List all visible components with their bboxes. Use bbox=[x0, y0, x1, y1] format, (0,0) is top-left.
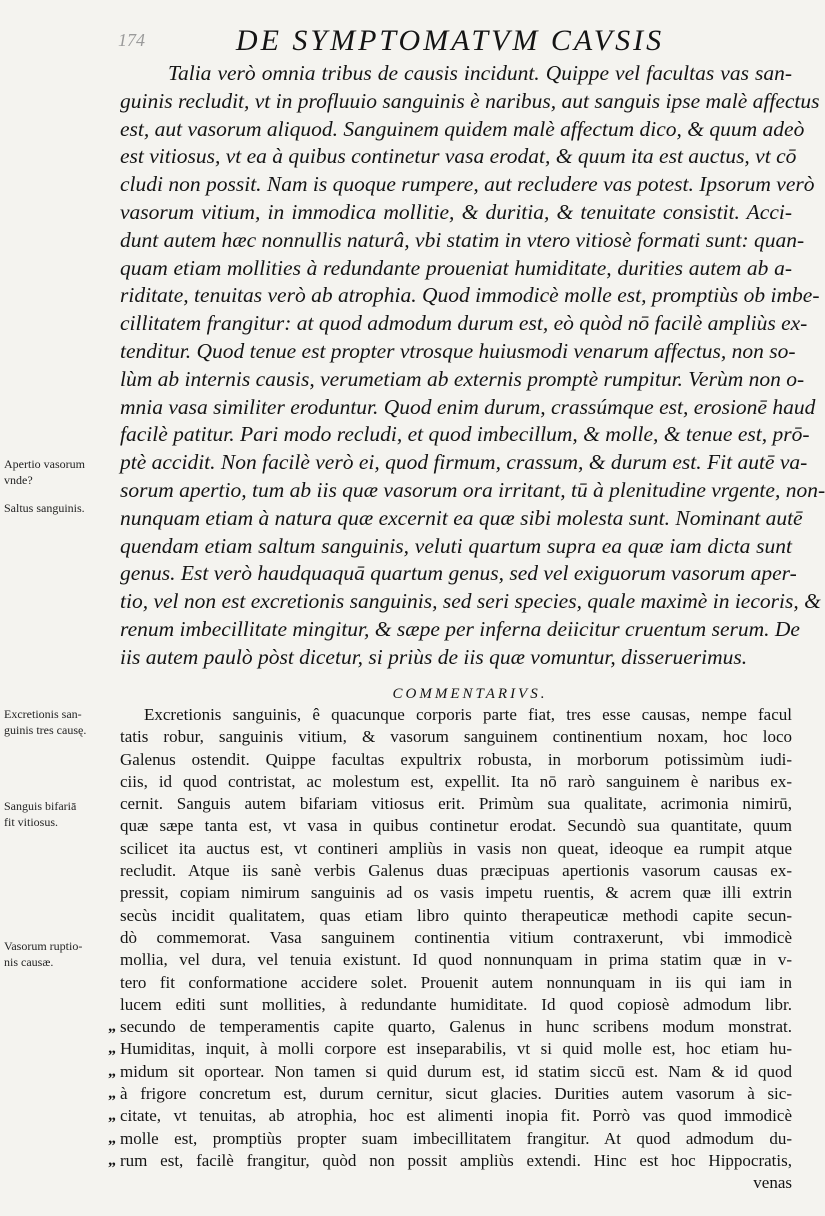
commentary-line-text: tero fit conformatione accidere solet. Prouenit autem nonnunquam in iis qui iam in bbox=[120, 972, 792, 992]
margin-note-line: Apertio vasorum bbox=[4, 457, 85, 471]
main-text-line: mnia vasa similiter eroduntur. Quod enim durum, crassúmque est, erosionē haud bbox=[120, 394, 816, 419]
margin-note-line: Saltus sanguinis. bbox=[4, 501, 85, 515]
margin-note-line: nis causæ. bbox=[4, 955, 54, 969]
commentary-heading: COMMENTARIVS. bbox=[392, 686, 548, 702]
margin-note-line: Vasorum ruptio- bbox=[4, 939, 83, 953]
commentary-line-text: citate, vt tenuitas, ab atrophia, hoc est alimenti inopia fit. Porrò vas quod immodicè bbox=[120, 1106, 792, 1126]
commentary-line-text: cernit. Sanguis autem bifariam vitiosus erit. Primùm sua qualitate, acrimonia nimirū, bbox=[120, 794, 792, 814]
commentary-line bbox=[120, 994, 792, 1016]
main-text-line: tio, vel non est excretionis sanguinis, sed seri species, quale maximè in iecoris, & bbox=[120, 589, 821, 614]
main-text-line: cillitatem frangitur: at quod admodum durum est, eò quòd nō facilè ampliùs ex- bbox=[120, 311, 808, 336]
commentary-line bbox=[108, 1038, 792, 1060]
commentary-line bbox=[108, 1128, 792, 1150]
main-text-line: tenditur. Quod tenue est propter vtrosque huiusmodi venarum affectus, non so- bbox=[120, 338, 796, 363]
main-text-line: iis autem paulò pòst dicetur, si priùs de iis quæ vomuntur, disseruerimus. bbox=[120, 644, 748, 669]
main-text-line: quam etiam mollities à redundante proueniat humiditate, durities autem ab a- bbox=[120, 255, 792, 280]
commentary-line bbox=[120, 771, 792, 793]
commentary-line-text: mollia, vel dura, vel tenuia existunt. Id quod nonnunquam in prima statim quæ in v- bbox=[120, 950, 792, 970]
commentary-line bbox=[120, 1172, 792, 1194]
page-number: 174 bbox=[118, 30, 145, 50]
commentary-line bbox=[108, 1150, 792, 1172]
commentary-line bbox=[120, 704, 792, 726]
commentary-line-text: ciis, id quod contristat, ac molestum est, expellit. Ita nō rarò sanguinem è naribus ex- bbox=[120, 771, 792, 791]
margin-note-line: vnde? bbox=[4, 473, 33, 487]
running-head: DE SYMPTOMATVM CAVSIS bbox=[235, 24, 665, 57]
margin-note-line: fit vitiosus. bbox=[4, 815, 59, 829]
margin-note-line: Excretionis san- bbox=[4, 707, 82, 721]
quotation-mark: „ bbox=[108, 1062, 116, 1080]
commentary-line-text: scilicet ita auctus est, vt contineri ampliùs in vasis non queat, ideoque ea rumpit atque bbox=[120, 838, 792, 858]
margin-note-line: guinis tres causę. bbox=[4, 723, 87, 737]
commentary-line-text: tatis robur, sanguinis vitium, & vasorum sanguinem continentium noxam, hoc loco bbox=[120, 727, 792, 747]
commentary-line-text: venas bbox=[753, 1173, 792, 1193]
main-text-line: sorum apertio, tum ab iis quæ vasorum ora irritant, tū à plenitudine vrgente, non- bbox=[120, 477, 825, 502]
commentary-line bbox=[108, 1016, 792, 1038]
commentary-line bbox=[120, 905, 792, 927]
quotation-mark: „ bbox=[108, 1018, 116, 1036]
commentary-line bbox=[120, 815, 792, 837]
commentary-line bbox=[108, 1061, 792, 1083]
main-text-line: vasorum vitium, in immodica mollitie, & duritia, & tenuitate consistit. Acci- bbox=[120, 199, 792, 224]
main-text-line: renum imbecillitate mingitur, & sæpe per inferna deiicitur cruentum serum. De bbox=[120, 616, 800, 641]
commentary-line-text: Excretionis sanguinis, ê quacunque corporis parte fiat, tres esse causas, nempe facul bbox=[144, 705, 792, 724]
commentary-text-block bbox=[108, 704, 792, 1195]
main-text-line: guinis recludit, vt in profluuio sanguinis è naribus, aut sanguis ipse malè affectus bbox=[120, 88, 820, 113]
commentary-line-text: Galenus ostendit. Quippe facultas expultrix robusta, in morborum potissimùm iudi- bbox=[120, 749, 792, 769]
commentary-line-text: quæ sæpe tanta est, vt vasa in quibus continetur erodat. Secundò sua quantitate, quum bbox=[120, 816, 792, 836]
commentary-line bbox=[120, 882, 792, 904]
main-text-line: facilè patitur. Pari modo recludi, et quod imbecillum, & molle, & tenue est, prō- bbox=[120, 422, 810, 447]
margin-note-excretionis bbox=[4, 706, 122, 738]
main-text-line: Talia verò omnia tribus de causis incidunt. Quippe vel facultas vas san- bbox=[168, 61, 792, 85]
commentary-line-text: recludit. Atque iis sanè verbis Galenus duas præcipuas apertionis vasorum causas ex- bbox=[120, 861, 792, 881]
commentary-line bbox=[108, 1105, 792, 1127]
commentary-line bbox=[120, 927, 792, 949]
margin-note-saltus bbox=[4, 500, 122, 516]
quotation-mark: „ bbox=[108, 1040, 116, 1058]
commentary-line-text: dò commemorat. Vasa sanguinem continentia vitium contraxerunt, vbi immodicè bbox=[120, 927, 792, 947]
main-text-line: dunt autem hæc nonnullis naturâ, vbi statim in vtero vitiosè formati sunt: quan- bbox=[120, 227, 805, 252]
commentary-line-text: secundo de temperamentis capite quarto, Galenus in hunc scribens modum monstrat. bbox=[120, 1017, 792, 1037]
main-text-line: est vitiosus, vt ea à quibus continetur vasa erodat, & quum ita est auctus, vt cō bbox=[120, 144, 797, 169]
margin-note-sanguis bbox=[4, 798, 122, 830]
commentary-line-text: rum est, facilè frangitur, quòd non possit ampliùs extendi. Hinc est hoc Hippocratis, bbox=[120, 1150, 792, 1170]
main-text-line: nunquam etiam à natura quæ excernit ea quæ sibi molesta sunt. Nominant autē bbox=[120, 505, 803, 530]
main-text-line: quendam etiam saltum sanguinis, veluti quartum supra ea quæ iam dicta sunt bbox=[120, 533, 792, 558]
margin-note-vasorum bbox=[4, 938, 122, 970]
main-text-line: riditate, tenuitas verò ab atrophia. Quod immodicè molle est, promptiùs ob imbe- bbox=[120, 283, 820, 308]
margin-note-apertio bbox=[4, 456, 122, 488]
quotation-mark: „ bbox=[108, 1151, 116, 1169]
commentary-line-text: pressit, copiam nimirum sanguinis ad os vasis impetu ruentis, & acrem quæ illi extrin bbox=[120, 883, 792, 903]
commentary-line-text: midum sit oportear. Non tamen si quid durum est, id statim siccū est. Nam & id quod bbox=[120, 1061, 792, 1081]
commentary-line-text: Humiditas, inquit, à molli corpore est inseparabilis, vt si quid molle est, hoc etiam hu- bbox=[120, 1039, 792, 1059]
main-text-line: ptè accidit. Non facilè verò ei, quod firmum, crassum, & durum est. Fit autē va- bbox=[120, 450, 808, 475]
commentary-line-text: à frigore concretum est, durum cernitur, sicut glacies. Durities autem vasorum à sic- bbox=[120, 1084, 792, 1104]
commentary-line bbox=[120, 949, 792, 971]
commentary-line bbox=[120, 860, 792, 882]
commentary-line bbox=[108, 1083, 792, 1105]
quotation-mark: „ bbox=[108, 1085, 116, 1103]
commentary-line bbox=[120, 793, 792, 815]
main-text-block bbox=[120, 60, 825, 672]
commentary-line-text: secùs incidit qualitatem, quas etiam libro quinto therapeuticæ methodi capite secun- bbox=[120, 905, 792, 925]
commentary-line bbox=[120, 838, 792, 860]
quotation-mark: „ bbox=[108, 1129, 116, 1147]
commentary-line bbox=[120, 972, 792, 994]
main-text-line: est, aut vasorum aliquod. Sanguinem quidem malè affectum dico, & quum adeò bbox=[120, 116, 805, 141]
commentary-line bbox=[120, 726, 792, 748]
commentary-line bbox=[120, 749, 792, 771]
commentary-line-text: lucem editi sunt mollities, à redundante humiditate. Id quod copiosè admodum libr. bbox=[120, 994, 792, 1014]
main-text-line: cludi non possit. Nam is quoque rumpere, aut recludere vas potest. Ipsorum verò bbox=[120, 172, 815, 197]
quotation-mark: „ bbox=[108, 1107, 116, 1125]
main-text-line: lùm ab internis causis, verumetiam ab externis promptè rumpitur. Verùm non o- bbox=[120, 366, 805, 391]
main-text-line: genus. Est verò haudquaquā quartum genus, sed vel exiguorum vasorum aper- bbox=[120, 561, 797, 586]
commentary-line-text: molle est, promptiùs propter suam imbecillitatem frangitur. At quod admodum du- bbox=[120, 1128, 792, 1148]
margin-note-line: Sanguis bifariā bbox=[4, 799, 77, 813]
